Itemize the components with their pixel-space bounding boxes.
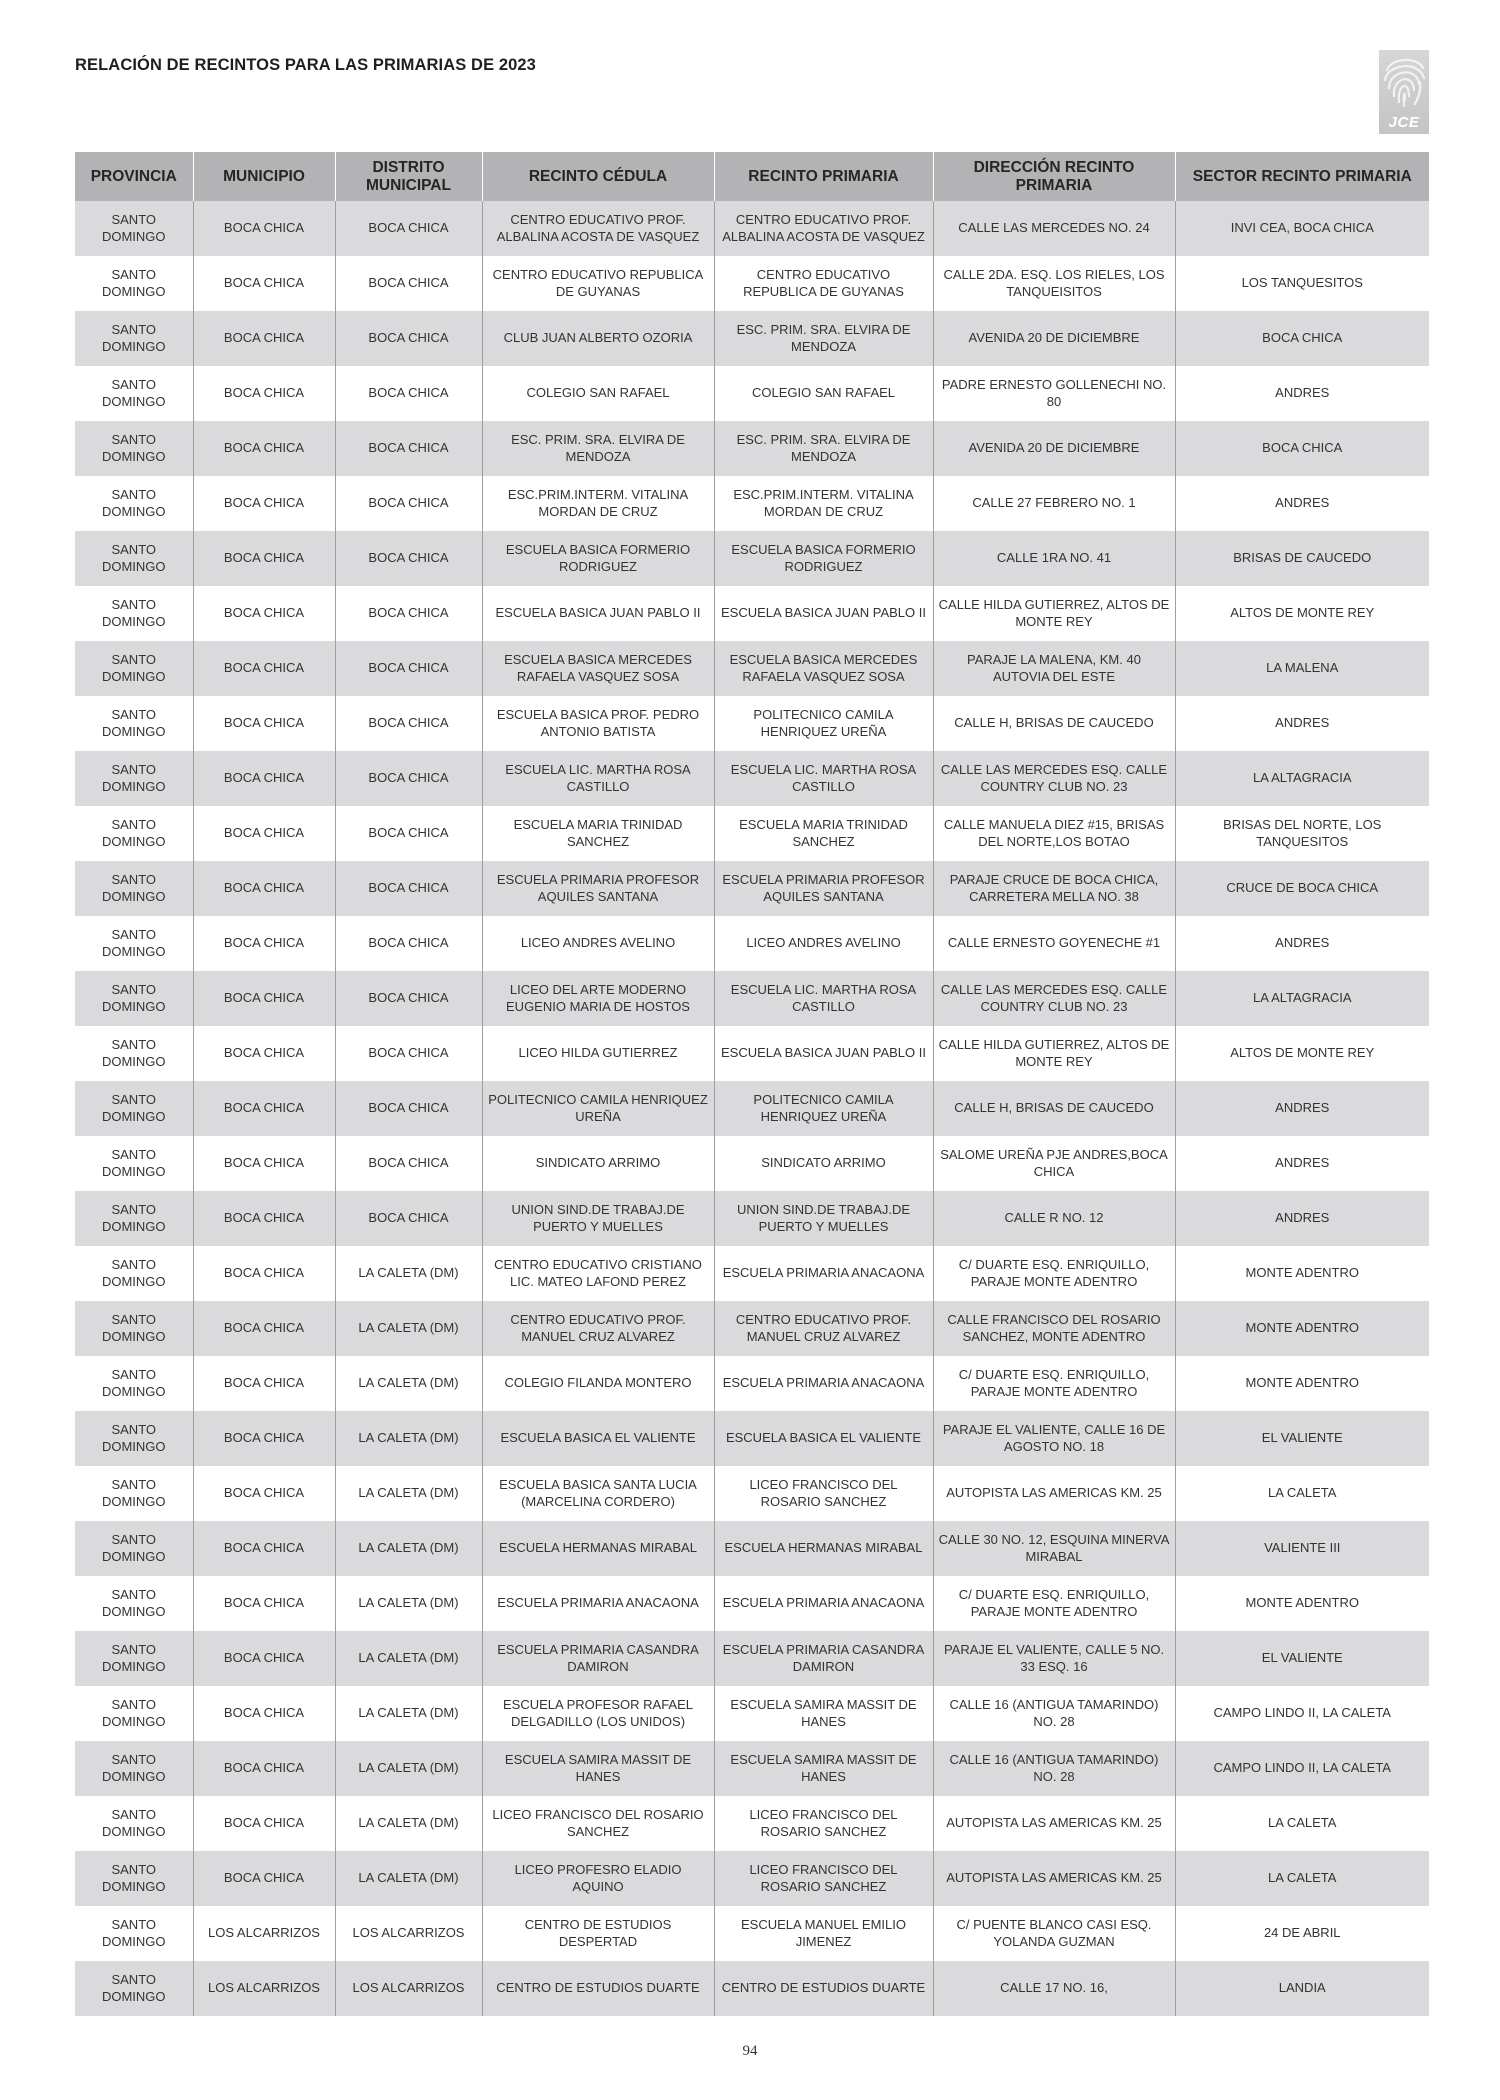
cell-direccion: CALLE H, BRISAS DE CAUCEDO — [933, 1081, 1175, 1136]
cell-provincia: SANTO DOMINGO — [75, 476, 193, 531]
cell-recinto-primaria: CENTRO DE ESTUDIOS DUARTE — [714, 1961, 933, 2016]
cell-recinto-cedula: POLITECNICO CAMILA HENRIQUEZ UREÑA — [482, 1081, 714, 1136]
cell-recinto-primaria: COLEGIO SAN RAFAEL — [714, 366, 933, 421]
cell-sector: LA ALTAGRACIA — [1175, 751, 1429, 806]
cell-municipio: BOCA CHICA — [193, 806, 335, 861]
cell-provincia: SANTO DOMINGO — [75, 1796, 193, 1851]
table-row — [75, 1411, 1429, 1466]
cell-direccion: CALLE FRANCISCO DEL ROSARIO SANCHEZ, MONTE ADENTRO — [933, 1301, 1175, 1356]
cell-municipio: LOS ALCARRIZOS — [193, 1961, 335, 2016]
cell-recinto-primaria: CENTRO EDUCATIVO REPUBLICA DE GUYANAS — [714, 256, 933, 311]
cell-municipio: BOCA CHICA — [193, 421, 335, 476]
cell-recinto-primaria: ESCUELA BASICA JUAN PABLO II — [714, 586, 933, 641]
cell-sector: LA CALETA — [1175, 1851, 1429, 1906]
cell-recinto-cedula: COLEGIO FILANDA MONTERO — [482, 1356, 714, 1411]
cell-provincia: SANTO DOMINGO — [75, 1686, 193, 1741]
cell-provincia: SANTO DOMINGO — [75, 1081, 193, 1136]
cell-provincia: SANTO DOMINGO — [75, 1576, 193, 1631]
cell-sector: CAMPO LINDO II, LA CALETA — [1175, 1741, 1429, 1796]
cell-provincia: SANTO DOMINGO — [75, 696, 193, 751]
cell-distrito-municipal: LA CALETA (DM) — [335, 1741, 482, 1796]
cell-sector: CAMPO LINDO II, LA CALETA — [1175, 1686, 1429, 1741]
column-header-recinto-primaria: RECINTO PRIMARIA — [714, 152, 933, 201]
cell-municipio: BOCA CHICA — [193, 916, 335, 971]
cell-recinto-cedula: CENTRO EDUCATIVO PROF. ALBALINA ACOSTA DE VASQUEZ — [482, 201, 714, 256]
cell-municipio: BOCA CHICA — [193, 1081, 335, 1136]
cell-recinto-cedula: ESCUELA BASICA FORMERIO RODRIGUEZ — [482, 531, 714, 586]
table-row — [75, 971, 1429, 1026]
cell-sector: LA MALENA — [1175, 641, 1429, 696]
page-number: 94 — [742, 2043, 758, 2059]
cell-municipio: BOCA CHICA — [193, 1521, 335, 1576]
cell-provincia: SANTO DOMINGO — [75, 1136, 193, 1191]
cell-direccion: CALLE 16 (ANTIGUA TAMARINDO) NO. 28 — [933, 1741, 1175, 1796]
cell-sector: MONTE ADENTRO — [1175, 1356, 1429, 1411]
cell-direccion: AUTOPISTA LAS AMERICAS KM. 25 — [933, 1851, 1175, 1906]
column-header-municipio: MUNICIPIO — [193, 152, 335, 201]
table-row — [75, 1246, 1429, 1301]
cell-recinto-primaria: ESC.PRIM.INTERM. VITALINA MORDAN DE CRUZ — [714, 476, 933, 531]
cell-provincia: SANTO DOMINGO — [75, 201, 193, 256]
cell-distrito-municipal: LA CALETA (DM) — [335, 1576, 482, 1631]
table-row — [75, 366, 1429, 421]
cell-sector: INVI CEA, BOCA CHICA — [1175, 201, 1429, 256]
cell-recinto-primaria: ESCUELA BASICA FORMERIO RODRIGUEZ — [714, 531, 933, 586]
cell-recinto-primaria: ESCUELA PRIMARIA PROFESOR AQUILES SANTANA — [714, 861, 933, 916]
cell-sector: ANDRES — [1175, 1191, 1429, 1246]
cell-sector: VALIENTE III — [1175, 1521, 1429, 1576]
cell-recinto-cedula: CENTRO EDUCATIVO CRISTIANO LIC. MATEO LAFOND PEREZ — [482, 1246, 714, 1301]
cell-recinto-primaria: CENTRO EDUCATIVO PROF. MANUEL CRUZ ALVAREZ — [714, 1301, 933, 1356]
cell-distrito-municipal: BOCA CHICA — [335, 1081, 482, 1136]
cell-municipio: BOCA CHICA — [193, 1796, 335, 1851]
cell-distrito-municipal: BOCA CHICA — [335, 531, 482, 586]
table-row — [75, 751, 1429, 806]
cell-direccion: AUTOPISTA LAS AMERICAS KM. 25 — [933, 1796, 1175, 1851]
fingerprint-icon — [1379, 50, 1429, 112]
cell-recinto-cedula: ESCUELA HERMANAS MIRABAL — [482, 1521, 714, 1576]
column-header-provincia: PROVINCIA — [75, 152, 193, 201]
table-row — [75, 916, 1429, 971]
cell-provincia: SANTO DOMINGO — [75, 366, 193, 421]
cell-sector: 24 DE ABRIL — [1175, 1906, 1429, 1961]
cell-direccion: C/ PUENTE BLANCO CASI ESQ. YOLANDA GUZMAN — [933, 1906, 1175, 1961]
cell-municipio: BOCA CHICA — [193, 696, 335, 751]
cell-direccion: CALLE HILDA GUTIERREZ, ALTOS DE MONTE REY — [933, 586, 1175, 641]
cell-direccion: CALLE HILDA GUTIERREZ, ALTOS DE MONTE REY — [933, 1026, 1175, 1081]
cell-recinto-primaria: POLITECNICO CAMILA HENRIQUEZ UREÑA — [714, 1081, 933, 1136]
cell-recinto-cedula: ESCUELA BASICA JUAN PABLO II — [482, 586, 714, 641]
cell-recinto-cedula: LICEO PROFESRO ELADIO AQUINO — [482, 1851, 714, 1906]
cell-distrito-municipal: BOCA CHICA — [335, 256, 482, 311]
cell-direccion: AUTOPISTA LAS AMERICAS KM. 25 — [933, 1466, 1175, 1521]
cell-recinto-cedula: ESCUELA PRIMARIA ANACAONA — [482, 1576, 714, 1631]
cell-distrito-municipal: LA CALETA (DM) — [335, 1521, 482, 1576]
table-row — [75, 1576, 1429, 1631]
cell-recinto-cedula: SINDICATO ARRIMO — [482, 1136, 714, 1191]
cell-sector: MONTE ADENTRO — [1175, 1576, 1429, 1631]
cell-provincia: SANTO DOMINGO — [75, 586, 193, 641]
cell-provincia: SANTO DOMINGO — [75, 421, 193, 476]
cell-direccion: CALLE MANUELA DIEZ #15, BRISAS DEL NORTE,LOS BOTAO — [933, 806, 1175, 861]
cell-recinto-cedula: ESC.PRIM.INTERM. VITALINA MORDAN DE CRUZ — [482, 476, 714, 531]
cell-distrito-municipal: BOCA CHICA — [335, 696, 482, 751]
cell-distrito-municipal: BOCA CHICA — [335, 861, 482, 916]
table-row — [75, 1301, 1429, 1356]
cell-sector: LA ALTAGRACIA — [1175, 971, 1429, 1026]
cell-recinto-cedula: ESCUELA LIC. MARTHA ROSA CASTILLO — [482, 751, 714, 806]
table-body — [75, 201, 1429, 2016]
cell-distrito-municipal: LA CALETA (DM) — [335, 1796, 482, 1851]
table-row — [75, 1961, 1429, 2016]
cell-sector: EL VALIENTE — [1175, 1631, 1429, 1686]
table-row — [75, 1191, 1429, 1246]
cell-recinto-primaria: ESCUELA PRIMARIA ANACAONA — [714, 1356, 933, 1411]
cell-municipio: BOCA CHICA — [193, 861, 335, 916]
cell-recinto-primaria: ESCUELA SAMIRA MASSIT DE HANES — [714, 1686, 933, 1741]
cell-distrito-municipal: BOCA CHICA — [335, 641, 482, 696]
cell-distrito-municipal: LA CALETA (DM) — [335, 1466, 482, 1521]
cell-provincia: SANTO DOMINGO — [75, 1411, 193, 1466]
cell-sector: BRISAS DE CAUCEDO — [1175, 531, 1429, 586]
cell-recinto-cedula: LICEO FRANCISCO DEL ROSARIO SANCHEZ — [482, 1796, 714, 1851]
cell-provincia: SANTO DOMINGO — [75, 1961, 193, 2016]
cell-municipio: BOCA CHICA — [193, 1191, 335, 1246]
table-row — [75, 806, 1429, 861]
cell-direccion: CALLE LAS MERCEDES NO. 24 — [933, 201, 1175, 256]
cell-direccion: PADRE ERNESTO GOLLENECHI NO. 80 — [933, 366, 1175, 421]
column-header-sector: SECTOR RECINTO PRIMARIA — [1175, 152, 1429, 201]
cell-recinto-cedula: LICEO HILDA GUTIERREZ — [482, 1026, 714, 1081]
cell-recinto-cedula: ESCUELA PRIMARIA CASANDRA DAMIRON — [482, 1631, 714, 1686]
cell-distrito-municipal: LA CALETA (DM) — [335, 1631, 482, 1686]
table-row — [75, 1906, 1429, 1961]
cell-recinto-primaria: ESCUELA BASICA MERCEDES RAFAELA VASQUEZ SOSA — [714, 641, 933, 696]
cell-sector: ANDRES — [1175, 916, 1429, 971]
cell-municipio: BOCA CHICA — [193, 1631, 335, 1686]
cell-recinto-primaria: ESC. PRIM. SRA. ELVIRA DE MENDOZA — [714, 311, 933, 366]
cell-direccion: SALOME UREÑA PJE ANDRES,BOCA CHICA — [933, 1136, 1175, 1191]
cell-provincia: SANTO DOMINGO — [75, 1301, 193, 1356]
cell-provincia: SANTO DOMINGO — [75, 1851, 193, 1906]
cell-distrito-municipal: BOCA CHICA — [335, 586, 482, 641]
cell-sector: EL VALIENTE — [1175, 1411, 1429, 1466]
cell-recinto-cedula: ESCUELA MARIA TRINIDAD SANCHEZ — [482, 806, 714, 861]
cell-direccion: CALLE ERNESTO GOYENECHE #1 — [933, 916, 1175, 971]
table-row — [75, 1136, 1429, 1191]
cell-recinto-cedula: ESC. PRIM. SRA. ELVIRA DE MENDOZA — [482, 421, 714, 476]
cell-recinto-cedula: CENTRO EDUCATIVO PROF. MANUEL CRUZ ALVAREZ — [482, 1301, 714, 1356]
cell-recinto-primaria: ESCUELA BASICA EL VALIENTE — [714, 1411, 933, 1466]
cell-direccion: CALLE 2DA. ESQ. LOS RIELES, LOS TANQUEISITOS — [933, 256, 1175, 311]
cell-distrito-municipal: BOCA CHICA — [335, 751, 482, 806]
cell-municipio: BOCA CHICA — [193, 476, 335, 531]
cell-distrito-municipal: LA CALETA (DM) — [335, 1686, 482, 1741]
cell-direccion: CALLE LAS MERCEDES ESQ. CALLE COUNTRY CLUB NO. 23 — [933, 751, 1175, 806]
cell-provincia: SANTO DOMINGO — [75, 861, 193, 916]
cell-sector: ANDRES — [1175, 696, 1429, 751]
cell-direccion: CALLE LAS MERCEDES ESQ. CALLE COUNTRY CLUB NO. 23 — [933, 971, 1175, 1026]
cell-direccion: CALLE 16 (ANTIGUA TAMARINDO) NO. 28 — [933, 1686, 1175, 1741]
cell-direccion: CALLE 30 NO. 12, ESQUINA MINERVA MIRABAL — [933, 1521, 1175, 1576]
cell-provincia: SANTO DOMINGO — [75, 1246, 193, 1301]
cell-sector: ANDRES — [1175, 366, 1429, 421]
table-row — [75, 201, 1429, 256]
cell-recinto-cedula: CENTRO DE ESTUDIOS DUARTE — [482, 1961, 714, 2016]
cell-sector: BOCA CHICA — [1175, 311, 1429, 366]
cell-sector: MONTE ADENTRO — [1175, 1246, 1429, 1301]
cell-sector: LA CALETA — [1175, 1466, 1429, 1521]
cell-direccion: CALLE 27 FEBRERO NO. 1 — [933, 476, 1175, 531]
cell-recinto-cedula: ESCUELA SAMIRA MASSIT DE HANES — [482, 1741, 714, 1796]
cell-recinto-primaria: LICEO ANDRES AVELINO — [714, 916, 933, 971]
cell-municipio: BOCA CHICA — [193, 1411, 335, 1466]
table-row — [75, 311, 1429, 366]
cell-direccion: PARAJE LA MALENA, KM. 40 AUTOVIA DEL ESTE — [933, 641, 1175, 696]
cell-provincia: SANTO DOMINGO — [75, 971, 193, 1026]
table-row — [75, 531, 1429, 586]
cell-municipio: BOCA CHICA — [193, 1741, 335, 1796]
cell-recinto-primaria: UNION SIND.DE TRABAJ.DE PUERTO Y MUELLES — [714, 1191, 933, 1246]
cell-distrito-municipal: BOCA CHICA — [335, 476, 482, 531]
cell-recinto-cedula: CENTRO EDUCATIVO REPUBLICA DE GUYANAS — [482, 256, 714, 311]
table-row — [75, 861, 1429, 916]
cell-provincia: SANTO DOMINGO — [75, 806, 193, 861]
table-row — [75, 1466, 1429, 1521]
cell-distrito-municipal: BOCA CHICA — [335, 1026, 482, 1081]
cell-provincia: SANTO DOMINGO — [75, 256, 193, 311]
cell-direccion: C/ DUARTE ESQ. ENRIQUILLO, PARAJE MONTE ADENTRO — [933, 1246, 1175, 1301]
cell-sector: LANDIA — [1175, 1961, 1429, 2016]
cell-provincia: SANTO DOMINGO — [75, 1191, 193, 1246]
cell-distrito-municipal: LA CALETA (DM) — [335, 1851, 482, 1906]
cell-provincia: SANTO DOMINGO — [75, 1521, 193, 1576]
cell-provincia: SANTO DOMINGO — [75, 1356, 193, 1411]
cell-municipio: BOCA CHICA — [193, 1136, 335, 1191]
cell-distrito-municipal: LA CALETA (DM) — [335, 1301, 482, 1356]
recintos-table — [75, 152, 1429, 2016]
cell-municipio: BOCA CHICA — [193, 256, 335, 311]
cell-sector: ALTOS DE MONTE REY — [1175, 586, 1429, 641]
cell-recinto-primaria: POLITECNICO CAMILA HENRIQUEZ UREÑA — [714, 696, 933, 751]
cell-municipio: BOCA CHICA — [193, 366, 335, 421]
cell-recinto-primaria: LICEO FRANCISCO DEL ROSARIO SANCHEZ — [714, 1796, 933, 1851]
cell-municipio: BOCA CHICA — [193, 1356, 335, 1411]
table-row — [75, 1851, 1429, 1906]
cell-recinto-cedula: ESCUELA BASICA SANTA LUCIA (MARCELINA CORDERO) — [482, 1466, 714, 1521]
cell-recinto-cedula: ESCUELA BASICA EL VALIENTE — [482, 1411, 714, 1466]
cell-distrito-municipal: BOCA CHICA — [335, 201, 482, 256]
jce-logo — [1379, 50, 1429, 134]
cell-recinto-cedula: COLEGIO SAN RAFAEL — [482, 366, 714, 421]
table-row — [75, 1741, 1429, 1796]
cell-provincia: SANTO DOMINGO — [75, 751, 193, 806]
table-header-row — [75, 152, 1429, 201]
cell-sector: MONTE ADENTRO — [1175, 1301, 1429, 1356]
cell-municipio: BOCA CHICA — [193, 971, 335, 1026]
cell-direccion: CALLE 17 NO. 16, — [933, 1961, 1175, 2016]
column-header-recinto-cedula: RECINTO CÉDULA — [482, 152, 714, 201]
table-row — [75, 1026, 1429, 1081]
cell-sector: ANDRES — [1175, 1081, 1429, 1136]
cell-direccion: PARAJE EL VALIENTE, CALLE 5 NO. 33 ESQ. 16 — [933, 1631, 1175, 1686]
cell-recinto-primaria: LICEO FRANCISCO DEL ROSARIO SANCHEZ — [714, 1851, 933, 1906]
cell-recinto-cedula: ESCUELA BASICA PROF. PEDRO ANTONIO BATISTA — [482, 696, 714, 751]
cell-sector: LOS TANQUESITOS — [1175, 256, 1429, 311]
cell-provincia: SANTO DOMINGO — [75, 1466, 193, 1521]
cell-distrito-municipal: BOCA CHICA — [335, 806, 482, 861]
cell-distrito-municipal: BOCA CHICA — [335, 366, 482, 421]
cell-recinto-primaria: ESCUELA SAMIRA MASSIT DE HANES — [714, 1741, 933, 1796]
cell-provincia: SANTO DOMINGO — [75, 916, 193, 971]
cell-recinto-primaria: SINDICATO ARRIMO — [714, 1136, 933, 1191]
table-row — [75, 256, 1429, 311]
cell-sector: LA CALETA — [1175, 1796, 1429, 1851]
table-row — [75, 476, 1429, 531]
cell-recinto-cedula: ESCUELA PROFESOR RAFAEL DELGADILLO (LOS UNIDOS) — [482, 1686, 714, 1741]
cell-distrito-municipal: BOCA CHICA — [335, 1191, 482, 1246]
cell-direccion: CALLE 1RA NO. 41 — [933, 531, 1175, 586]
cell-provincia: SANTO DOMINGO — [75, 1906, 193, 1961]
cell-municipio: BOCA CHICA — [193, 751, 335, 806]
cell-recinto-cedula: LICEO DEL ARTE MODERNO EUGENIO MARIA DE HOSTOS — [482, 971, 714, 1026]
cell-municipio: BOCA CHICA — [193, 586, 335, 641]
logo-label: JCE — [1388, 114, 1420, 131]
table-row — [75, 696, 1429, 751]
table-row — [75, 641, 1429, 696]
cell-recinto-primaria: ESCUELA HERMANAS MIRABAL — [714, 1521, 933, 1576]
column-header-direccion: DIRECCIÓN RECINTO PRIMARIA — [933, 152, 1175, 201]
cell-direccion: C/ DUARTE ESQ. ENRIQUILLO, PARAJE MONTE ADENTRO — [933, 1576, 1175, 1631]
cell-provincia: SANTO DOMINGO — [75, 311, 193, 366]
cell-provincia: SANTO DOMINGO — [75, 1631, 193, 1686]
cell-municipio: BOCA CHICA — [193, 1686, 335, 1741]
cell-direccion: PARAJE EL VALIENTE, CALLE 16 DE AGOSTO NO. 18 — [933, 1411, 1175, 1466]
cell-recinto-primaria: CENTRO EDUCATIVO PROF. ALBALINA ACOSTA DE VASQUEZ — [714, 201, 933, 256]
cell-recinto-primaria: ESCUELA PRIMARIA ANACAONA — [714, 1576, 933, 1631]
cell-provincia: SANTO DOMINGO — [75, 531, 193, 586]
cell-recinto-cedula: ESCUELA PRIMARIA PROFESOR AQUILES SANTANA — [482, 861, 714, 916]
cell-municipio: BOCA CHICA — [193, 1466, 335, 1521]
cell-direccion: CALLE R NO. 12 — [933, 1191, 1175, 1246]
cell-municipio: BOCA CHICA — [193, 1851, 335, 1906]
cell-direccion: C/ DUARTE ESQ. ENRIQUILLO, PARAJE MONTE ADENTRO — [933, 1356, 1175, 1411]
cell-municipio: BOCA CHICA — [193, 1246, 335, 1301]
cell-recinto-cedula: LICEO ANDRES AVELINO — [482, 916, 714, 971]
cell-sector: ANDRES — [1175, 476, 1429, 531]
cell-recinto-primaria: ESCUELA LIC. MARTHA ROSA CASTILLO — [714, 971, 933, 1026]
cell-provincia: SANTO DOMINGO — [75, 641, 193, 696]
cell-municipio: BOCA CHICA — [193, 641, 335, 696]
cell-municipio: BOCA CHICA — [193, 1301, 335, 1356]
cell-sector: BOCA CHICA — [1175, 421, 1429, 476]
cell-municipio: BOCA CHICA — [193, 1026, 335, 1081]
cell-provincia: SANTO DOMINGO — [75, 1026, 193, 1081]
cell-sector: ANDRES — [1175, 1136, 1429, 1191]
cell-distrito-municipal: LOS ALCARRIZOS — [335, 1961, 482, 2016]
table-row — [75, 1521, 1429, 1576]
cell-distrito-municipal: LA CALETA (DM) — [335, 1356, 482, 1411]
cell-provincia: SANTO DOMINGO — [75, 1741, 193, 1796]
cell-recinto-cedula: UNION SIND.DE TRABAJ.DE PUERTO Y MUELLES — [482, 1191, 714, 1246]
cell-sector: BRISAS DEL NORTE, LOS TANQUESITOS — [1175, 806, 1429, 861]
cell-direccion: CALLE H, BRISAS DE CAUCEDO — [933, 696, 1175, 751]
cell-recinto-primaria: ESCUELA MARIA TRINIDAD SANCHEZ — [714, 806, 933, 861]
table-row — [75, 1796, 1429, 1851]
cell-recinto-primaria: ESCUELA LIC. MARTHA ROSA CASTILLO — [714, 751, 933, 806]
column-header-distrito-municipal: DISTRITO MUNICIPAL — [335, 152, 482, 201]
table-row — [75, 1081, 1429, 1136]
cell-municipio: BOCA CHICA — [193, 311, 335, 366]
table-row — [75, 1356, 1429, 1411]
cell-sector: CRUCE DE BOCA CHICA — [1175, 861, 1429, 916]
cell-recinto-primaria: ESC. PRIM. SRA. ELVIRA DE MENDOZA — [714, 421, 933, 476]
cell-municipio: BOCA CHICA — [193, 1576, 335, 1631]
cell-distrito-municipal: BOCA CHICA — [335, 421, 482, 476]
cell-municipio: BOCA CHICA — [193, 201, 335, 256]
cell-distrito-municipal: BOCA CHICA — [335, 971, 482, 1026]
cell-recinto-cedula: CLUB JUAN ALBERTO OZORIA — [482, 311, 714, 366]
cell-recinto-primaria: ESCUELA PRIMARIA ANACAONA — [714, 1246, 933, 1301]
cell-distrito-municipal: LA CALETA (DM) — [335, 1411, 482, 1466]
cell-recinto-primaria: LICEO FRANCISCO DEL ROSARIO SANCHEZ — [714, 1466, 933, 1521]
cell-distrito-municipal: BOCA CHICA — [335, 311, 482, 366]
cell-distrito-municipal: LA CALETA (DM) — [335, 1246, 482, 1301]
document-title: RELACIÓN DE RECINTOS PARA LAS PRIMARIAS DE 2023 — [75, 56, 536, 74]
table-row — [75, 421, 1429, 476]
cell-distrito-municipal: LOS ALCARRIZOS — [335, 1906, 482, 1961]
cell-recinto-primaria: ESCUELA BASICA JUAN PABLO II — [714, 1026, 933, 1081]
table-row — [75, 1686, 1429, 1741]
cell-sector: ALTOS DE MONTE REY — [1175, 1026, 1429, 1081]
cell-recinto-primaria: ESCUELA MANUEL EMILIO JIMENEZ — [714, 1906, 933, 1961]
cell-direccion: PARAJE CRUCE DE BOCA CHICA, CARRETERA MELLA NO. 38 — [933, 861, 1175, 916]
table-row — [75, 586, 1429, 641]
cell-municipio: LOS ALCARRIZOS — [193, 1906, 335, 1961]
cell-direccion: AVENIDA 20 DE DICIEMBRE — [933, 311, 1175, 366]
cell-municipio: BOCA CHICA — [193, 531, 335, 586]
table-row — [75, 1631, 1429, 1686]
cell-recinto-cedula: CENTRO DE ESTUDIOS DESPERTAD — [482, 1906, 714, 1961]
cell-distrito-municipal: BOCA CHICA — [335, 916, 482, 971]
cell-distrito-municipal: BOCA CHICA — [335, 1136, 482, 1191]
cell-recinto-primaria: ESCUELA PRIMARIA CASANDRA DAMIRON — [714, 1631, 933, 1686]
cell-direccion: AVENIDA 20 DE DICIEMBRE — [933, 421, 1175, 476]
cell-recinto-cedula: ESCUELA BASICA MERCEDES RAFAELA VASQUEZ SOSA — [482, 641, 714, 696]
